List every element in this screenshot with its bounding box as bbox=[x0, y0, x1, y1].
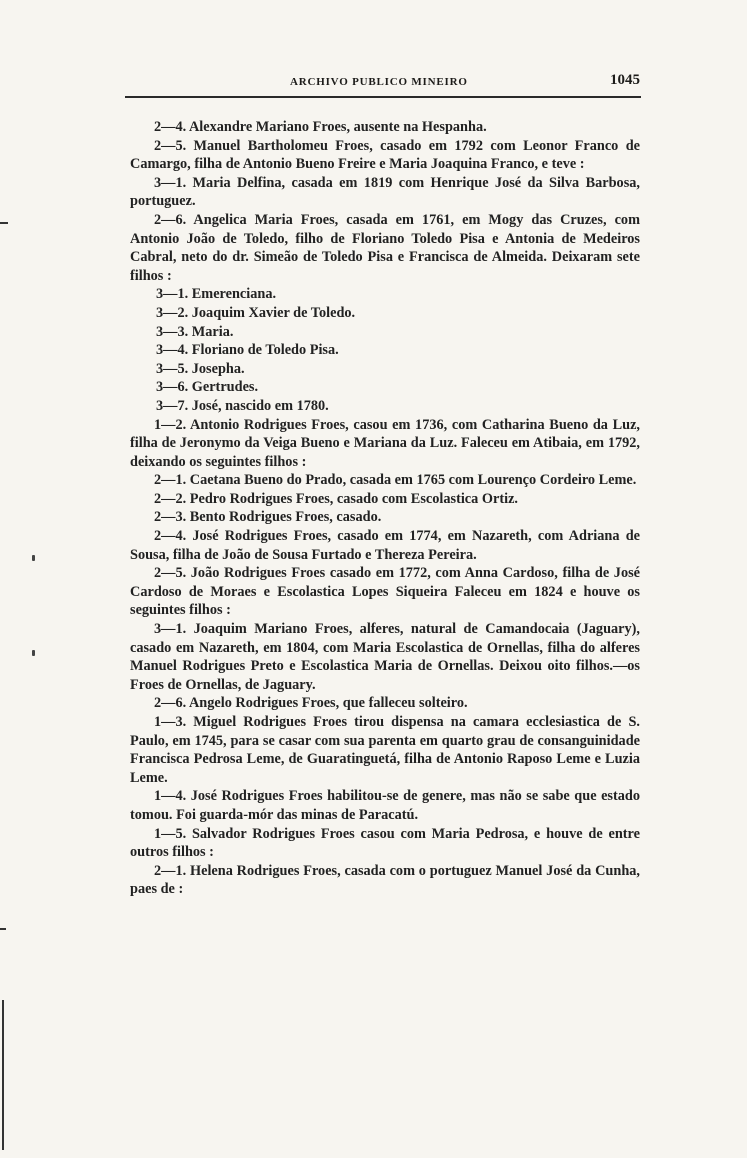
paragraph: 2—6. Angelo Rodrigues Froes, que falleceu solteiro. bbox=[154, 695, 468, 712]
list-item: 3—2. Joaquim Xavier de Toledo. bbox=[156, 304, 356, 321]
paragraph: 3—1. Joaquim Mariano Froes, alferes, natural de Camandocaia (Jaguary), casado em Nazareth, em 1804, com Maria Escolastica de Ornellas, filha do alferes Manuel Rodrigues Preto e Escolastica Maria de Ornellas. Deixou oito filhos.—os Froes de Ornellas, de Jaguary. bbox=[130, 621, 640, 693]
paragraph: 3—1. Maria Delfina, casada em 1819 com Henrique José da Silva Barbosa, portuguez. bbox=[130, 174, 640, 210]
running-header bbox=[130, 72, 640, 94]
list-item: 3—3. Maria. bbox=[156, 323, 234, 340]
list-item: 3—7. José, nascido em 1780. bbox=[156, 397, 329, 414]
paragraph: 2—1. Helena Rodrigues Froes, casada com o portuguez Manuel José da Cunha, paes de : bbox=[130, 862, 640, 898]
list-item: 3—5. Josepha. bbox=[156, 360, 245, 377]
list-item: 3—6. Gertrudes. bbox=[156, 379, 259, 396]
paragraph: 2—3. Bento Rodrigues Froes, casado. bbox=[154, 509, 382, 526]
margin-bar bbox=[2, 1000, 4, 1150]
paragraph: 2—1. Caetana Bueno do Prado, casada em 1765 com Lourenço Cordeiro Leme. bbox=[154, 472, 637, 489]
body-text bbox=[130, 118, 640, 899]
paragraph: 2—4. Alexandre Mariano Froes, ausente na Hespanha. bbox=[154, 119, 487, 135]
paragraph: 2—5. João Rodrigues Froes casado em 1772, com Anna Cardoso, filha de José Cardoso de Moraes e Escolastica Lopes Siqueira Faleceu em 1824 e houve os seguintes filhos : bbox=[130, 565, 640, 619]
margin-dot bbox=[32, 650, 35, 656]
paragraph: 1—2. Antonio Rodrigues Froes, casou em 1736, com Catharina Bueno da Luz, filha de Jeronymo da Veiga Bueno e Mariana da Luz. Faleceu em Atibaia, em 1792, deixando os seguintes filhos : bbox=[130, 416, 640, 470]
paragraph: 1—3. Miguel Rodrigues Froes tirou dispensa na camara ecclesiastica de S. Paulo, em 1745, para se casar com sua parenta em quarto grau de consanguinidade Francisca Pedrosa Leme, de Guaratinguetá, filha de Antonio Raposo Leme e Luzia Leme. bbox=[130, 714, 640, 786]
page-number: 1045 bbox=[610, 72, 640, 88]
header-rule bbox=[125, 96, 641, 98]
list-item: 3—1. Emerenciana. bbox=[156, 286, 277, 303]
margin-tick bbox=[0, 928, 6, 930]
list-item: 3—4. Floriano de Toledo Pisa. bbox=[156, 342, 339, 359]
paragraph: 2—5. Manuel Bartholomeu Froes, casado em 1792 com Leonor Franco de Camargo, filha de Antonio Bueno Freire e Maria Joaquina Franco, e teve : bbox=[130, 137, 640, 173]
paragraph: 2—2. Pedro Rodrigues Froes, casado com Escolastica Ortiz. bbox=[154, 490, 518, 507]
margin-tick bbox=[0, 222, 8, 224]
paragraph: 2—4. José Rodrigues Froes, casado em 1774, em Nazareth, com Adriana de Sousa, filha de João de Sousa Furtado e Thereza Pereira. bbox=[130, 528, 640, 563]
paragraph: 2—6. Angelica Maria Froes, casada em 1761, em Mogy das Cruzes, com Antonio João de Toledo, filho de Floriano Toledo Pisa e Antonia de Medeiros Cabral, neto do dr. Simeão de Toledo Pisa e Francisca de Almeida. Deixaram sete filhos : bbox=[130, 211, 640, 284]
paragraph: 1—4. José Rodrigues Froes habilitou-se de genere, mas não se sabe que estado tomou. Foi guarda-mór das minas de Paracatú. bbox=[130, 788, 640, 823]
paragraph: 1—5. Salvador Rodrigues Froes casou com Maria Pedrosa, e houve de entre outros filhos : bbox=[130, 825, 640, 861]
children-list bbox=[130, 285, 640, 415]
header-title: ARCHIVO PUBLICO MINEIRO bbox=[290, 76, 468, 88]
margin-dot bbox=[32, 555, 35, 561]
